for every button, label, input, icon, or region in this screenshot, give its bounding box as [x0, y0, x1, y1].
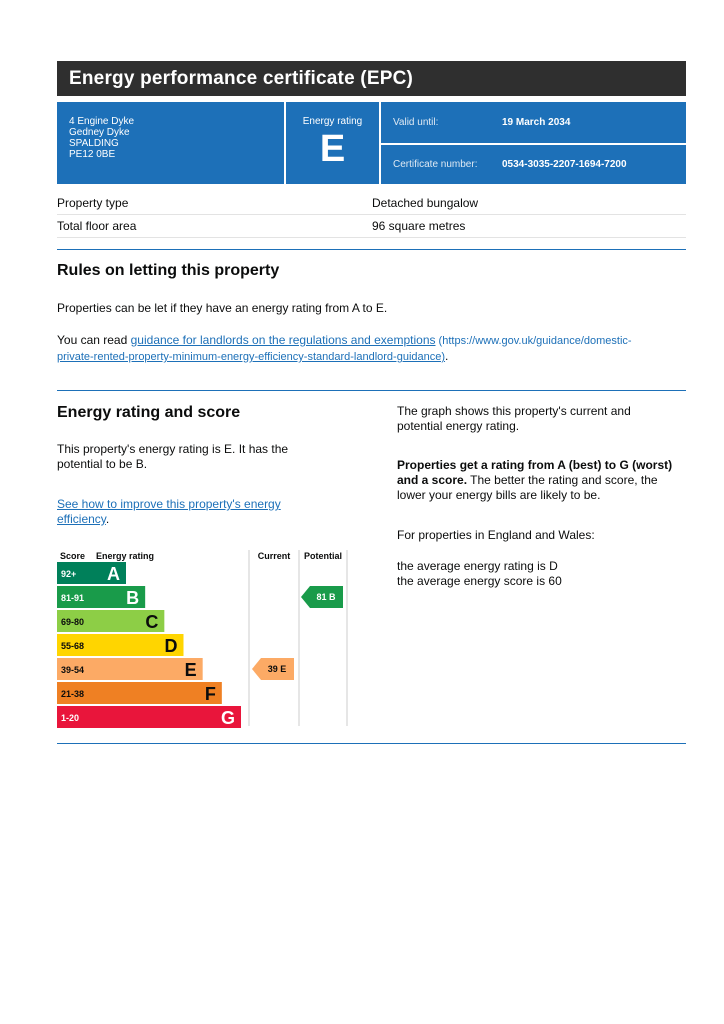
improve-efficiency-link-line-1[interactable]: See how to improve this property's energy — [57, 497, 281, 511]
property-type-label: Property type — [57, 196, 129, 210]
averages-text — [397, 559, 562, 589]
improve-efficiency-text — [57, 497, 281, 527]
chart-header-potential: Potential — [303, 551, 343, 561]
band-letter-b: B — [126, 588, 140, 608]
certificate-number-value: 0534-3035-2207-1694-7200 — [502, 159, 627, 170]
section-divider — [57, 249, 686, 250]
floor-area-value: 96 square metres — [372, 219, 466, 233]
rating-scale-text-2: The better the rating and score, the — [467, 473, 658, 487]
band-range-d: 55-68 — [61, 641, 85, 651]
energy-rating-heading: Energy rating and score — [57, 404, 241, 421]
property-type-value: Detached bungalow — [372, 196, 479, 210]
band-letter-d: D — [164, 636, 178, 656]
rating-summary-text — [57, 442, 288, 472]
band-range-c: 69-80 — [61, 617, 85, 627]
graph-explanation-line-2: potential energy rating. — [397, 419, 520, 433]
valid-until-label: Valid until: — [393, 117, 439, 128]
band-range-e: 39-54 — [61, 665, 85, 675]
valid-until-box — [381, 102, 686, 143]
graph-explanation — [397, 404, 631, 434]
england-wales-text: For properties in England and Wales: — [397, 528, 595, 542]
energy-rating-letter: E — [319, 128, 346, 170]
chart-header-current: Current — [257, 551, 291, 561]
band-letter-g: G — [220, 708, 235, 728]
energy-rating-label: Energy rating — [302, 116, 363, 127]
band-bar-g — [91, 706, 241, 728]
rating-scale-bold-1: Properties get a rating from A (best) to G (worst) — [397, 458, 673, 472]
valid-until-value: 19 March 2034 — [502, 117, 571, 128]
energy-rating-chart-svg — [57, 548, 349, 728]
table-row — [57, 192, 686, 215]
chart-header-rating: Energy rating — [96, 551, 155, 561]
address-line-3: SPALDING — [69, 138, 119, 149]
band-letter-c: C — [145, 612, 159, 632]
rating-summary-line-1: This property's energy rating is E. It has the — [57, 442, 289, 456]
guidance-period: . — [445, 349, 449, 363]
rating-scale-explanation — [397, 458, 672, 503]
letting-rule-text: Properties can be let if they have an energy rating from A to E. — [57, 301, 388, 315]
band-range-f: 21-38 — [61, 689, 85, 699]
band-bar-f — [91, 682, 222, 704]
potential-rating-label: 81 B — [316, 592, 336, 602]
property-summary-table — [57, 192, 686, 238]
epc-title-bar — [57, 61, 686, 96]
address-line-2: Gedney Dyke — [69, 127, 130, 138]
average-score: the average energy score is 60 — [397, 574, 562, 588]
band-range-g: 1-20 — [61, 713, 80, 723]
improve-period: . — [105, 512, 110, 526]
certificate-number-label: Certificate number: — [393, 159, 478, 170]
floor-area-label: Total floor area — [57, 219, 137, 233]
average-rating: the average energy rating is D — [397, 559, 558, 573]
section-divider — [57, 390, 686, 391]
address-box — [57, 102, 284, 184]
improve-efficiency-link-line-2[interactable]: efficiency — [57, 512, 106, 526]
letting-guidance-text — [57, 333, 686, 365]
rating-scale-bold-2: and a score. — [397, 473, 468, 487]
guidance-url-part-2[interactable]: private-rented-property-minimum-energy-efficiency-standard-landlord-guidance) — [57, 351, 446, 363]
certificate-number-box — [381, 145, 686, 184]
landlord-guidance-link[interactable]: guidance for landlords on the regulations and exemptions — [130, 333, 436, 347]
table-row — [57, 215, 686, 238]
current-rating-label: 39 E — [267, 664, 287, 674]
rating-scale-text-3: lower your energy bills are likely to be. — [397, 488, 601, 502]
page-title: Energy performance certificate (EPC) — [69, 68, 414, 89]
chart-header-score: Score — [60, 551, 86, 561]
band-letter-f: F — [204, 684, 216, 704]
band-letter-e: E — [184, 660, 197, 680]
guidance-url-part-1[interactable]: (https://www.gov.uk/guidance/domestic- — [435, 335, 632, 347]
read-prefix: You can read — [57, 333, 131, 347]
address-postcode: PE12 0BE — [69, 149, 116, 160]
energy-rating-box — [286, 102, 379, 184]
band-range-b: 81-91 — [61, 593, 85, 603]
rating-summary-line-2: potential to be B. — [57, 457, 148, 471]
band-letter-a: A — [107, 564, 120, 584]
band-range-a: 92+ — [61, 569, 77, 579]
graph-explanation-line-1: The graph shows this property's current and — [397, 404, 631, 418]
letting-heading: Rules on letting this property — [57, 262, 280, 279]
energy-rating-chart — [57, 548, 349, 728]
section-divider — [57, 743, 686, 744]
address-line-1: 4 Engine Dyke — [69, 116, 135, 127]
